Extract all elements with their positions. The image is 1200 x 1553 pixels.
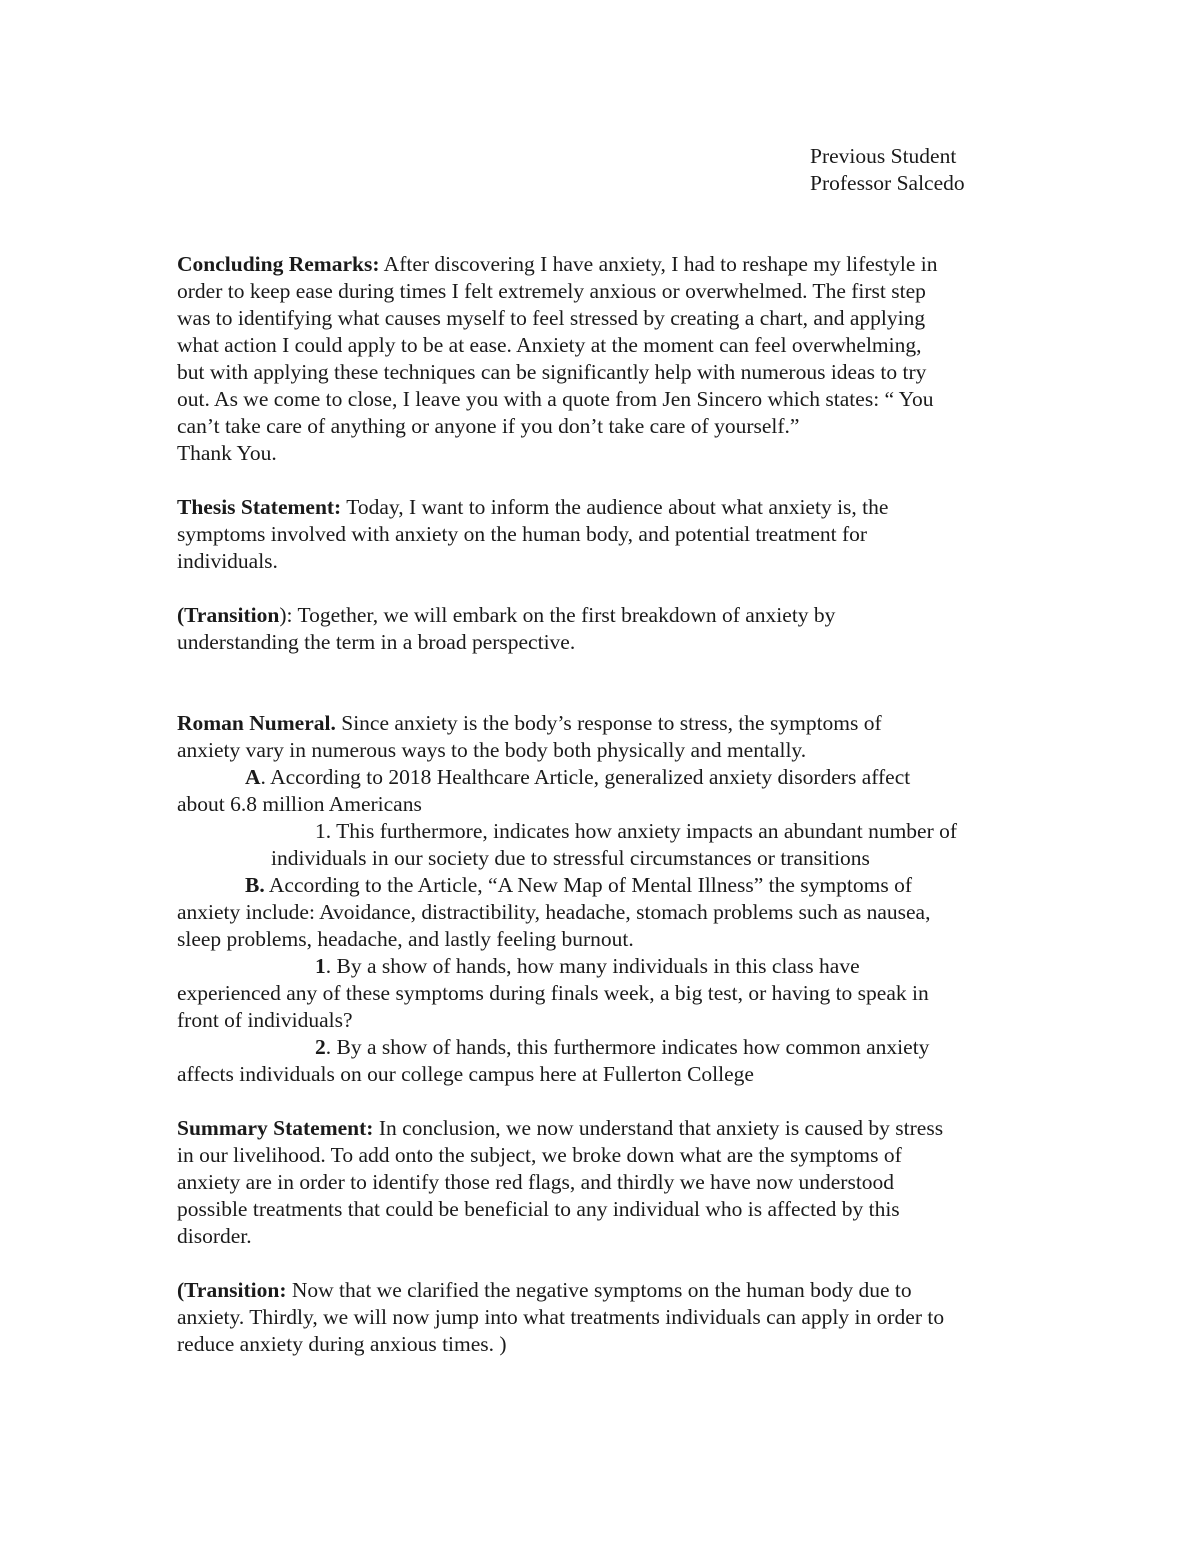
point-a-1 — [177, 818, 1077, 872]
thesis-label: Thesis Statement: — [177, 495, 342, 519]
point-b-2 — [177, 1034, 1077, 1088]
point-b-label: B. — [245, 873, 265, 897]
point-b-2-line-1 — [177, 1034, 1077, 1061]
point-b-1-line-1 — [177, 953, 1077, 980]
concluding-line-3: was to identifying what causes myself to feel stressed by creating a chart, and applying — [177, 306, 926, 330]
transition-2-label: (Transition: — [177, 1278, 287, 1302]
point-a-line-1 — [177, 764, 1077, 791]
summary-paragraph — [177, 1115, 1077, 1250]
concluding-text-1: After discovering I have anxiety, I had to reshape my lifestyle in — [379, 252, 938, 276]
point-b-2-line-2: affects individuals on our college campus here at Fullerton College — [177, 1062, 754, 1086]
point-a-label: A — [245, 765, 261, 789]
point-b-2-text-1: . By a show of hands, this furthermore indicates how common anxiety — [325, 1035, 930, 1059]
transition-2-line-3: reduce anxiety during anxious times. ) — [177, 1332, 507, 1356]
summary-line-3: anxiety are in order to identify those red flags, and thirdly we have now understood — [177, 1170, 895, 1194]
transition-2-paragraph — [177, 1277, 1077, 1358]
concluding-label: Concluding Remarks: — [177, 252, 380, 276]
transition-1-text-1: ): Together, we will embark on the first breakdown of anxiety by — [279, 603, 836, 627]
transition-1-paragraph — [177, 602, 1077, 656]
concluding-line-8: Thank You. — [177, 441, 277, 465]
roman-line-1 — [177, 710, 1077, 737]
concluding-line-1 — [177, 251, 1077, 278]
summary-line-2: in our livelihood. To add onto the subject, we broke down what are the symptoms of — [177, 1143, 902, 1167]
roman-line-2: anxiety vary in numerous ways to the body both physically and mentally. — [177, 738, 807, 762]
point-b — [177, 872, 1077, 953]
point-a-1-line-2: individuals in our society due to stressful circumstances or transitions — [271, 846, 870, 870]
transition-2-line-2: anxiety. Thirdly, we will now jump into what treatments individuals can apply in order to — [177, 1305, 945, 1329]
roman-text-1: Since anxiety is the body’s response to stress, the symptoms of — [335, 711, 882, 735]
thesis-paragraph — [177, 494, 1077, 575]
transition-1-line-2: understanding the term in a broad perspective. — [177, 630, 576, 654]
point-b-1-label: 1 — [315, 954, 326, 978]
summary-text-1: In conclusion, we now understand that anxiety is caused by stress — [373, 1116, 944, 1140]
point-b-1-line-2: experienced any of these symptoms during finals week, a big test, or having to speak in — [177, 981, 929, 1005]
point-b-line-2: anxiety include: Avoidance, distractibility, headache, stomach problems such as nausea, — [177, 900, 931, 924]
transition-1-line-1 — [177, 602, 1077, 629]
concluding-line-6: out. As we come to close, I leave you with a quote from Jen Sincero which states: “ You — [177, 387, 934, 411]
point-b-1 — [177, 953, 1077, 1034]
summary-label: Summary Statement: — [177, 1116, 374, 1140]
summary-line-1 — [177, 1115, 1077, 1142]
thesis-line-3: individuals. — [177, 549, 278, 573]
document-body — [177, 251, 1077, 1358]
transition-1-label: (Transition — [177, 603, 280, 627]
point-b-1-line-3: front of individuals? — [177, 1008, 353, 1032]
student-name: Previous Student — [810, 144, 957, 168]
point-b-2-label: 2 — [315, 1035, 326, 1059]
point-a — [177, 764, 1077, 818]
summary-line-4: possible treatments that could be beneficial to any individual who is affected by this — [177, 1197, 900, 1221]
thesis-line-1 — [177, 494, 1077, 521]
roman-numeral-paragraph — [177, 710, 1077, 764]
point-a-line-2: about 6.8 million Americans — [177, 792, 422, 816]
thesis-text-1: Today, I want to inform the audience about what anxiety is, the — [341, 495, 889, 519]
header-block — [810, 143, 1140, 197]
transition-2-text-1: Now that we clarified the negative symptoms on the human body due to — [286, 1278, 912, 1302]
point-b-text-1: According to the Article, “A New Map of Mental Illness” the symptoms of — [264, 873, 912, 897]
point-a-text-1: . According to 2018 Healthcare Article, generalized anxiety disorders affect — [260, 765, 911, 789]
summary-line-5: disorder. — [177, 1224, 252, 1248]
concluding-line-4: what action I could apply to be at ease. Anxiety at the moment can feel overwhelming, — [177, 333, 922, 357]
point-b-line-1 — [177, 872, 1077, 899]
roman-label: Roman Numeral. — [177, 711, 336, 735]
thesis-line-2: symptoms involved with anxiety on the human body, and potential treatment for — [177, 522, 868, 546]
point-a-1-line-1: 1. This furthermore, indicates how anxiety impacts an abundant number of — [315, 819, 958, 843]
concluding-remarks-paragraph — [177, 251, 1077, 467]
concluding-line-5: but with applying these techniques can be significantly help with numerous ideas to try — [177, 360, 927, 384]
concluding-line-7: can’t take care of anything or anyone if you don’t take care of yourself.” — [177, 414, 800, 438]
professor-name: Professor Salcedo — [810, 171, 965, 195]
point-b-line-3: sleep problems, headache, and lastly feeling burnout. — [177, 927, 634, 951]
concluding-line-2: order to keep ease during times I felt extremely anxious or overwhelmed. The first step — [177, 279, 926, 303]
transition-2-line-1 — [177, 1277, 1077, 1304]
point-b-1-text-1: . By a show of hands, how many individuals in this class have — [325, 954, 860, 978]
